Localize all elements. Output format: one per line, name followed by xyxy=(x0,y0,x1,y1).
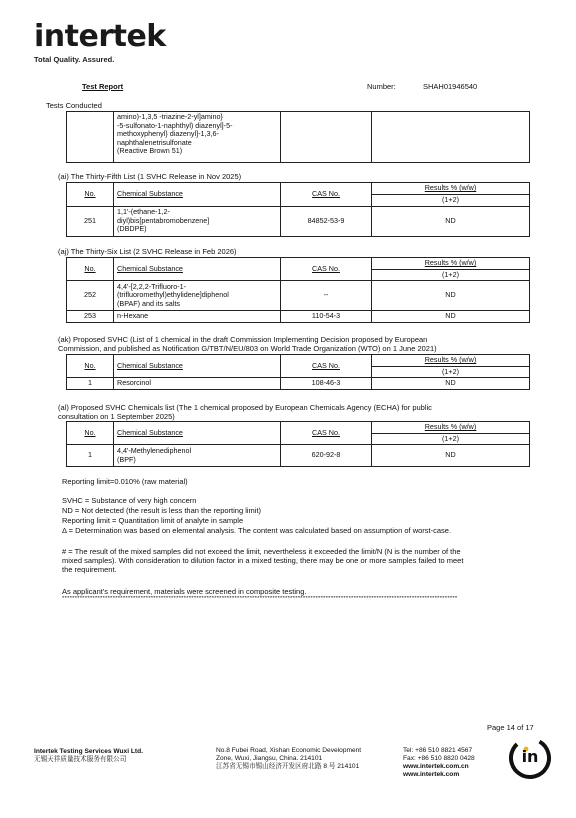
section-aj-table xyxy=(66,257,530,323)
cont-substance-line: methoxyphenyl} diazenyl]-1,3,6- xyxy=(117,129,219,138)
hash-note xyxy=(62,547,542,574)
col-substance-header: Chemical Substance xyxy=(114,355,281,378)
col-cas-header: CAS No. xyxy=(281,183,372,207)
section-al-title-line: (al) Proposed SVHC Chemicals list (The 1 chemical proposed by European Chemicals Agency (ECHA) for public xyxy=(58,403,432,412)
logo-tagline: Total Quality. Assured. xyxy=(34,55,115,64)
col-results-sub: (1+2) xyxy=(372,269,530,281)
substance-line: (BPAF) and its salts xyxy=(117,298,180,308)
section-ak-title xyxy=(58,335,538,353)
substance-line: 4,4'-Methylenediphenol xyxy=(117,446,192,455)
address-line: No.8 Fubei Road, Xishan Economic Development xyxy=(216,747,362,754)
company-name-en: Intertek Testing Services Wuxi Ltd. xyxy=(34,748,143,755)
row-result: ND xyxy=(372,378,530,390)
row-result: ND xyxy=(372,206,530,236)
row-cas: 84852-53-9 xyxy=(281,206,372,236)
address-line: 江苏省无锡市锡山经济开发区府北路 8 号 214101 xyxy=(216,763,360,770)
section-aj-title: (aj) The Thirty-Six List (2 SVHC Release in Feb 2026) xyxy=(58,247,237,256)
tests-conducted-label: Tests Conducted xyxy=(46,101,102,110)
col-no-header: No. xyxy=(67,355,114,378)
col-results-header: Results % (w/w) xyxy=(372,258,530,270)
section-ak-title-line: (ak) Proposed SVHC (List of 1 chemical in the draft Commission Implementing Decision proposed by European xyxy=(58,335,428,344)
badge-letters: in xyxy=(521,747,539,766)
fax-line: Fax: +86 510 8820 0428 xyxy=(403,755,475,762)
section-al-title-line: consultation on 1 September 2025) xyxy=(58,412,175,421)
cont-substance-line: naphthalenetrisulfonate xyxy=(117,137,192,147)
row-substance xyxy=(114,281,281,311)
col-no-header: No. xyxy=(67,183,114,207)
row-substance: n-Hexane xyxy=(114,311,281,323)
row-cas: 110-54-3 xyxy=(281,311,372,323)
section-al-table xyxy=(66,421,530,467)
cont-substance-line: (Reactive Brown 51) xyxy=(117,146,183,155)
composite-note: As applicant's requirement, materials were screened in composite testing. xyxy=(62,587,307,596)
website-cn-link[interactable]: www.intertek.com.cn xyxy=(403,763,469,770)
row-no: 1 xyxy=(67,378,114,390)
col-no-header: No. xyxy=(67,258,114,281)
row-cas: 108-46-3 xyxy=(281,378,372,390)
company-name-cn: 无锡天祥质量技术服务有限公司 xyxy=(34,756,127,763)
table-row xyxy=(67,445,530,467)
intertek-badge-icon xyxy=(507,735,553,781)
svhc-note: SVHC = Substance of very high concern xyxy=(62,496,197,505)
col-cas-header: CAS No. xyxy=(281,258,372,281)
hash-note-line: the requirement. xyxy=(62,565,117,574)
row-substance xyxy=(114,445,281,467)
rl-note: Reporting limit = Quantitation limit of analyte in sample xyxy=(62,516,244,525)
col-results-header: Results % (w/w) xyxy=(372,422,530,434)
cont-substance-line: amino)-1,3,5 -triazine-2-yl]amino} xyxy=(117,112,223,121)
substance-line: diyl)bis[pentabromobenzene] xyxy=(117,215,210,225)
col-results-sub: (1+2) xyxy=(372,433,530,445)
row-substance: Resorcinol xyxy=(114,378,281,390)
address-block xyxy=(216,747,361,771)
col-results-sub: (1+2) xyxy=(372,366,530,378)
hash-note-line: # = The result of the mixed samples did not exceed the limit, nevertheless it exceeded the limit/N (N is the number of the xyxy=(62,547,461,556)
col-substance-header: Chemical Substance xyxy=(114,422,281,445)
substance-line: 1,1'-(ethane-1,2- xyxy=(117,207,170,217)
section-ak-title-line: Commission, and published as Notification G/TBT/N/EU/803 on World Trade Organization (WTO) on 1 June 2021) xyxy=(58,344,437,353)
col-results-header: Results % (w/w) xyxy=(372,355,530,367)
row-cas: 620-92-8 xyxy=(281,445,372,467)
intertek-logo: intertek xyxy=(34,19,166,54)
row-no: 1 xyxy=(67,445,114,467)
continuation-table xyxy=(66,111,530,163)
row-no: 252 xyxy=(67,281,114,311)
row-result: ND xyxy=(372,445,530,467)
table-row xyxy=(67,311,530,323)
row-result: ND xyxy=(372,281,530,311)
row-no: 251 xyxy=(67,206,114,236)
row-result: ND xyxy=(372,311,530,323)
row-no: 253 xyxy=(67,311,114,323)
table-row xyxy=(67,206,530,236)
cont-substance-cell xyxy=(114,112,281,163)
page-number: Page 14 of 17 xyxy=(487,723,534,732)
hash-note-line: mixed samples). With consideration to dilution factor in a mixed testing, there may be one or more samples failed to meet xyxy=(62,556,464,565)
website-link[interactable]: www.intertek.com xyxy=(403,771,460,778)
section-al-title xyxy=(58,403,538,421)
report-title: Test Report xyxy=(82,82,124,91)
address-line: Zone, Wuxi, Jiangsu, China. 214101 xyxy=(216,755,323,762)
tel-line: Tel: +86 510 8821 4567 xyxy=(403,747,473,754)
nd-note: ND = Not detected (the result is less than the reporting limit) xyxy=(62,506,262,515)
row-cas: -- xyxy=(281,281,372,311)
end-separator: ************************************************************************************************************************************************************ xyxy=(62,596,458,602)
substance-line: 4,4'-[2,2,2-Trifluoro-1- xyxy=(117,281,187,291)
report-number: SHAH01946540 xyxy=(423,82,478,91)
col-substance-header: Chemical Substance xyxy=(114,258,281,281)
reporting-limit-note: Reporting limit=0.010% (raw material) xyxy=(62,477,188,486)
col-cas-header: CAS No. xyxy=(281,355,372,378)
col-no-header: No. xyxy=(67,422,114,445)
col-substance-header: Chemical Substance xyxy=(114,183,281,207)
section-ai-title: (ai) The Thirty-Fifth List (1 SVHC Release in Nov 2025) xyxy=(58,172,242,181)
number-label: Number: xyxy=(367,82,396,91)
section-ai-table xyxy=(66,182,530,237)
row-substance xyxy=(114,206,281,236)
substance-line: (DBDPE) xyxy=(117,224,147,234)
cont-substance-line: -5-sulfonato-1-naphthyl) diazenyl]-5- xyxy=(117,120,233,130)
col-results-header: Results % (w/w) xyxy=(372,183,530,195)
delta-note: Δ = Determination was based on elemental analysis. The content was calculated based on assumption of worst-case. xyxy=(62,526,452,535)
table-row xyxy=(67,281,530,311)
col-cas-header: CAS No. xyxy=(281,422,372,445)
contact-block xyxy=(403,747,475,779)
section-ak-table xyxy=(66,354,530,390)
substance-line: (trifluoromethyl)ethylidene]diphenol xyxy=(117,290,229,300)
table-row xyxy=(67,378,530,390)
col-results-sub: (1+2) xyxy=(372,195,530,207)
substance-line: (BPF) xyxy=(117,454,136,464)
